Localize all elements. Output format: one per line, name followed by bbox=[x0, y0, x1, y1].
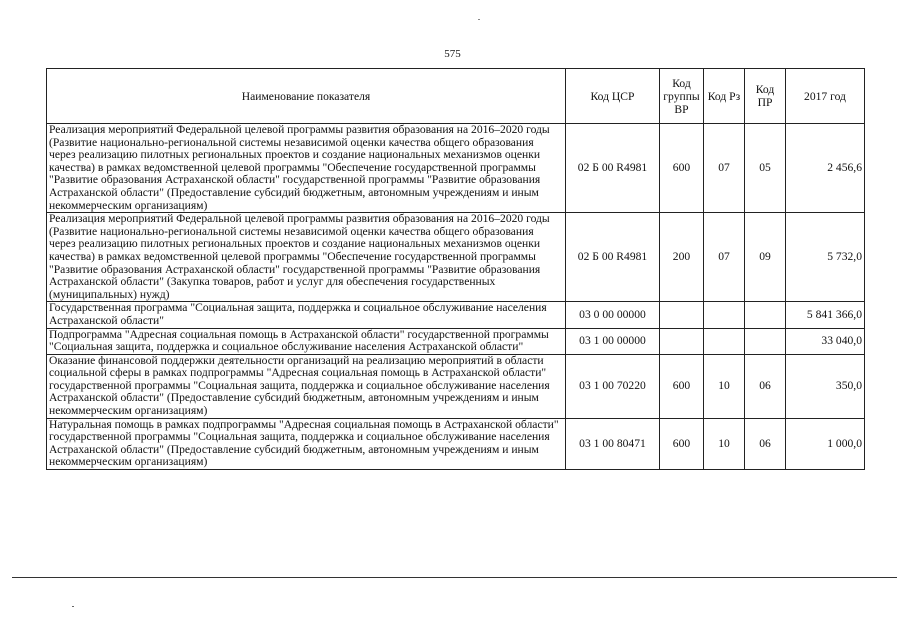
row-csr: 03 1 00 80471 bbox=[566, 418, 660, 469]
table-header-row bbox=[47, 69, 865, 124]
header-vr: Код группы ВР bbox=[660, 69, 704, 124]
row-pr: 09 bbox=[745, 213, 786, 302]
table-row bbox=[47, 354, 865, 418]
row-amount: 2 456,6 bbox=[786, 124, 865, 213]
row-amount: 5 732,0 bbox=[786, 213, 865, 302]
row-csr: 02 Б 00 R4981 bbox=[566, 124, 660, 213]
header-csr: Код ЦСР bbox=[566, 69, 660, 124]
row-vr bbox=[660, 302, 704, 328]
row-name: Оказание финансовой поддержки деятельности организаций на реализацию мероприятий в области социальной сферы в рамках подпрограммы "Адресная социальная помощь в Астраханской области" государственной программы "Социальная защита, поддержка и социальное обслуживание населения Астраханской области" (Предоставление субсидий бюджетным, автономным учреждениям и иным некоммерческим организациям) bbox=[47, 354, 566, 418]
row-pr: 06 bbox=[745, 418, 786, 469]
row-rz: 10 bbox=[704, 354, 745, 418]
row-name: Натуральная помощь в рамках подпрограммы "Адресная социальная помощь в Астраханской области" государственной программы "Социальная защита, поддержка и социальное обслуживание населения Астраханской области" (Предоставление субсидий бюджетным, автономным учреждениям и иным некоммерческим организациям) bbox=[47, 418, 566, 469]
row-vr: 600 bbox=[660, 418, 704, 469]
row-rz bbox=[704, 328, 745, 354]
row-rz: 07 bbox=[704, 213, 745, 302]
header-name: Наименование показателя bbox=[47, 69, 566, 124]
row-name: Государственная программа "Социальная защита, поддержка и социальное обслуживание населения Астраханской области" bbox=[47, 302, 566, 328]
header-year: 2017 год bbox=[786, 69, 865, 124]
scan-speck bbox=[72, 606, 74, 607]
table-row bbox=[47, 418, 865, 469]
row-csr: 03 1 00 00000 bbox=[566, 328, 660, 354]
header-pr: Код ПР bbox=[745, 69, 786, 124]
scan-speck bbox=[478, 19, 480, 20]
row-amount: 5 841 366,0 bbox=[786, 302, 865, 328]
row-amount: 1 000,0 bbox=[786, 418, 865, 469]
row-pr: 05 bbox=[745, 124, 786, 213]
row-name: Реализация мероприятий Федеральной целевой программы развития образования на 2016–2020 годы (Развитие национально-региональной системы независимой оценки качества общего образования через реализацию пилотных региональных проектов и создание национальных механизмов оценки качества) в рамках ведомственной целевой программы "Обеспечение государственной программы "Развитие образования Астраханской области" государственной программы "Развитие образования Астраханской области" (Предоставление субсидий бюджетным, автономным учреждениям и иным некоммерческим организациям) bbox=[47, 124, 566, 213]
table-row bbox=[47, 328, 865, 354]
row-rz: 07 bbox=[704, 124, 745, 213]
page-number: 575 bbox=[444, 48, 461, 60]
row-csr: 02 Б 00 R4981 bbox=[566, 213, 660, 302]
row-csr: 03 1 00 70220 bbox=[566, 354, 660, 418]
table-row bbox=[47, 213, 865, 302]
row-rz: 10 bbox=[704, 418, 745, 469]
row-amount: 350,0 bbox=[786, 354, 865, 418]
row-csr: 03 0 00 00000 bbox=[566, 302, 660, 328]
table-row bbox=[47, 302, 865, 328]
row-rz bbox=[704, 302, 745, 328]
page-footer-rule bbox=[12, 577, 897, 578]
row-vr: 600 bbox=[660, 354, 704, 418]
row-amount: 33 040,0 bbox=[786, 328, 865, 354]
row-name: Реализация мероприятий Федеральной целевой программы развития образования на 2016–2020 годы (Развитие национально-региональной системы независимой оценки качества общего образования через реализацию пилотных региональных проектов и создание национальных механизмов оценки качества) в рамках ведомственной целевой программы "Обеспечение государственной программы "Развитие образования Астраханской области" государственной программы "Развитие образования Астраханской области" (Закупка товаров, работ и услуг для обеспечения государственных (муниципальных) нужд) bbox=[47, 213, 566, 302]
budget-table bbox=[46, 68, 865, 470]
row-pr: 06 bbox=[745, 354, 786, 418]
table-row bbox=[47, 124, 865, 213]
row-vr bbox=[660, 328, 704, 354]
header-rz: Код Рз bbox=[704, 69, 745, 124]
row-vr: 600 bbox=[660, 124, 704, 213]
row-name: Подпрограмма "Адресная социальная помощь в Астраханской области" государственной программы "Социальная защита, поддержка и социальное обслуживание населения Астраханской области" bbox=[47, 328, 566, 354]
row-vr: 200 bbox=[660, 213, 704, 302]
row-pr bbox=[745, 302, 786, 328]
row-pr bbox=[745, 328, 786, 354]
